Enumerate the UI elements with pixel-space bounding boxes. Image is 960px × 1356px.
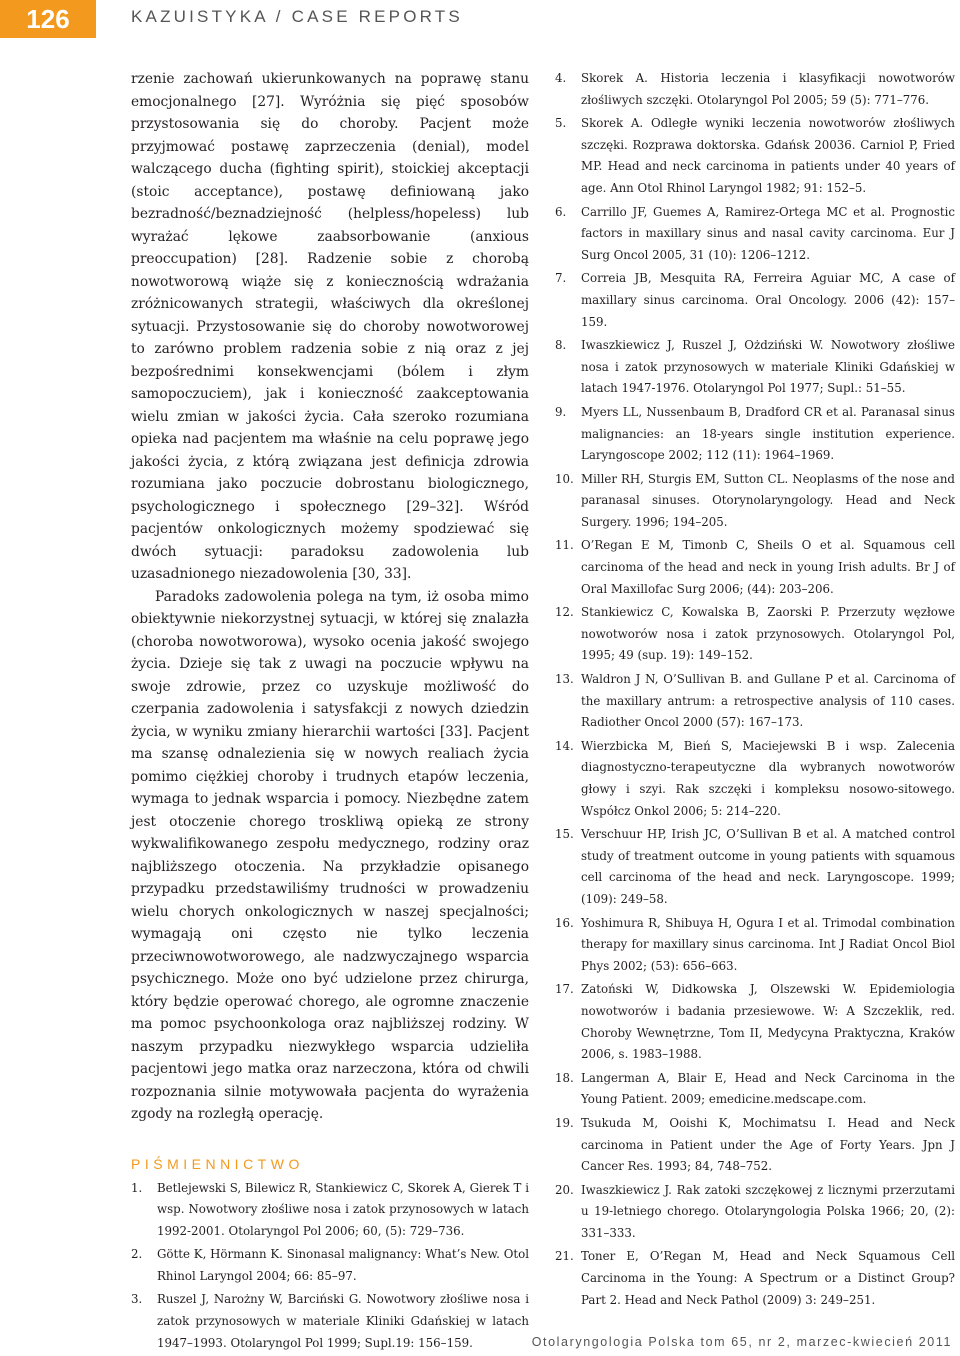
references-list-left [131, 1178, 529, 1355]
reference-text: Myers LL, Nussenbaum B, Dradford CR et al. Paranasal sinus malignancies: an 18-years single institution experience. Laryngoscope 2002; 112 (11): 1964–1969. [581, 404, 955, 463]
left-column [131, 68, 529, 1356]
reference-text: Tsukuda M, Ooishi K, Mochimatsu I. Head and Neck carcinoma in Patient under the Age of Forty Years. Jpn J Cancer Res. 1993; 84, 748–752. [581, 1115, 955, 1174]
reference-item [555, 535, 955, 600]
reference-number: 11. [555, 538, 574, 553]
page-number: 126 [0, 0, 96, 38]
reference-number: 6. [555, 204, 567, 219]
reference-item [131, 1289, 529, 1354]
reference-item [131, 1244, 529, 1287]
right-column [555, 68, 955, 1313]
reference-text: Verschuur HP, Irish JC, O’Sullivan B et al. A matched control study of treatment outcome in young patients with squamous cell carcinoma of the head and neck. Laryngoscope. 1999; (109): 249–58. [581, 827, 955, 906]
reference-text: Miller RH, Sturgis EM, Sutton CL. Neoplasms of the nose and paranasal sinuses. Otorynolaryngology. Head and Neck Surgery. 1996; 194–205. [581, 471, 955, 529]
reference-text: Götte K, Hörmann K. Sinonasal malignancy: What’s New. Otol Rhinol Laryngol 2004; 66: 85–97. [157, 1247, 529, 1283]
reference-text: Langerman A, Blair E, Head and Neck Carcinoma in the Young Patient. 2009; emedicine.medscape.com. [581, 1070, 955, 1107]
body-paragraph-1: rzenie zachowań ukierunkowanych na poprawę stanu emocjonalnego [27]. Wyróżnia się pięć sposobów przystosowania się do choroby. Pacjent może przyjmować postawę zaprzeczenia (denial), model walczącego ducha (fighting spirit), stoickiej akceptacji (stoic acceptance), postawę definiowaną jako bezradność/beznadziejność (helpless/hopeless) lub wyrażać lękowe zaabsorbowanie (anxious preoccupation) [28]. Radzenie sobie z chorobą nowotworową wiąże się z koniecznością wdrażania zróżnicowanych strategii, właściwych dla określonej sytuacji. Przystosowanie się do choroby nowotworowej to zarówno problem radzenia sobie z nią oraz z jej bezpośrednimi konsekwencjami (bólem i złym samopoczuciem), jak i konieczność zaakceptowania wielu zmian w jakości życia. Cała szeroko rozumiana opieka nad pacjentem ma właśnie na celu poprawę jego jakości życia, z którą związana jest definicja zdrowia rozumiana jako poczucie dobrostanu biologicznego, psychologicznego i społecznego [29–32]. Wśród pacjentów onkologicznych możemy spodziewać się dwóch sytuacji: paradoksu zadowolenia lub uzasadnionego niezadowolenia [30, 33]. [131, 71, 529, 582]
reference-item [555, 824, 955, 910]
reference-text: Betlejewski S, Bilewicz R, Stankiewicz C, Skorek A, Gierek T i wsp. Nowotwory złośliwe nosa i zatok przynosowych w latach 1992-2001. Otolaryngol Pol 2006; 60, (5): 729–736. [157, 1180, 529, 1238]
page-footer: Otolaryngologia Polska tom 65, nr 2, marzec-kwiecień 2011 [531, 1335, 952, 1349]
reference-number: 15. [555, 827, 574, 842]
reference-text: Carrillo JF, Guemes A, Ramirez-Ortega MC et al. Prognostic factors in maxillary sinus and nasal cavity carcinoma. Eur J Surg Oncol 2005, 31 (10): 1206–1212. [581, 204, 955, 262]
reference-number: 4. [555, 71, 567, 85]
reference-item [555, 1068, 955, 1111]
reference-text: Iwaszkiewicz J, Ruszel J, Ożdziński W. Nowotwory złośliwe nosa i zatok przynosowych w materiale Kliniki Gdańskiej w latach 1947-1976. Otolaryngol Pol 1977; Supl.: 51–55. [581, 338, 955, 396]
reference-number: 9. [555, 404, 567, 419]
reference-item [555, 113, 955, 199]
reference-item [555, 68, 955, 111]
reference-number: 2. [131, 1247, 143, 1262]
reference-item [555, 335, 955, 400]
reference-item [555, 669, 955, 734]
reference-text: Toner E, O’Regan M, Head and Neck Squamous Cell Carcinoma in the Young: A Spectrum or a Distinct Group? Part 2. Head and Neck Pathol (2009) 3: 249–251. [581, 1249, 955, 1307]
reference-item [555, 202, 955, 267]
reference-item [555, 268, 955, 333]
reference-text: Skorek A. Odległe wyniki leczenia nowotworów złośliwych szczęki. Rozprawa doktorska. Gdańsk 20036. Carniol P, Fried MP. Head and neck carcinoma in patients under 40 years of age. Ann Otol Rhinol Laryngol 1982; 91: 152–5. [581, 116, 955, 195]
reference-item [131, 1178, 529, 1243]
reference-item [555, 979, 955, 1065]
reference-number: 20. [555, 1182, 574, 1197]
reference-text: Skorek A. Historia leczenia i klasyfikacji nowotworów złośliwych szczęki. Otolaryngol Pol 2005; 59 (5): 771–776. [581, 71, 955, 107]
reference-item [555, 1113, 955, 1178]
reference-item [555, 402, 955, 467]
references-heading: PIŚMIENNICTWO [131, 1155, 304, 1172]
reference-number: 14. [555, 738, 574, 753]
reference-text: Yoshimura R, Shibuya H, Ogura I et al. Trimodal combination therapy for maxillary sinus carcinoma. Int J Radiat Oncol Biol Phys 2002; (53): 656–663. [581, 915, 955, 973]
reference-item [555, 469, 955, 534]
reference-text: Iwaszkiewicz J. Rak zatoki szczękowej z licznymi przerzutami u 19-letniego chorego. Otolaryngologia Polska 1966; 20, (2): 331–333. [581, 1182, 955, 1240]
running-head: KAZUISTYKA / CASE REPORTS [131, 7, 463, 26]
reference-number: 7. [555, 271, 567, 286]
reference-text: Correia JB, Mesquita RA, Ferreira Aguiar MC, A case of maxillary sinus carcinoma. Oral Oncology. 2006 (42): 157–159. [581, 271, 955, 329]
reference-number: 18. [555, 1070, 574, 1085]
reference-number: 19. [555, 1115, 574, 1130]
reference-text: Stankiewicz C, Kowalska B, Zaorski P. Przerzuty węzłowe nowotworów nosa i zatok przynosowych. Otolaryngol Pol, 1995; 49 (sup. 19): 149–152. [581, 605, 955, 663]
reference-number: 16. [555, 915, 574, 930]
reference-number: 21. [555, 1249, 574, 1264]
reference-text: Waldron J N, O’Sullivan B. and Gullane P et al. Carcinoma of the maxillary antrum: a retrospective analysis of 110 cases. Radiother Oncol 2000 (57): 167–173. [581, 672, 955, 730]
reference-item [555, 736, 955, 822]
references-list-right [555, 68, 955, 1311]
body-paragraph-2: Paradoks zadowolenia polega na tym, iż osoba mimo obiektywnie niekorzystnej sytuacji, w której się znalazła (choroba nowotworowa), wysoko ocenia jakość swojego życia. Dzieje się tak z uwagi na poczucie wpływu na swoje zdrowie, przez co uzyskuje możliwość do czerpania zadowolenia i satysfakcji z nowych dziedzin życia, w wyniku zmiany hierarchii wartości [33]. Pacjent ma szansę odnalezienia się w nowych realiach życia pomimo ciężkiej choroby i trudnych etapów leczenia, wymaga to jednak wsparcia i pomocy. Niezbędne zatem jest otoczenie chorego troskliwą opieką ze strony wykwalifikowanego zespołu medycznego, rodziny oraz najbliższego otoczenia. Na przykładzie opisanego przypadku przedstawiliśmy trudności w prowadzeniu wielu chorych onkologicznych w naszej specjalności; wymagają oni często nie tylko leczenia przeciwnowotworowego, ale nadzwyczajnego wsparcia psychicznego. Może ono być udzielone przez chirurga, który będzie operować chorego, ale ogromne znaczenie ma pomoc psychoonkologa oraz najbliższej rodziny. W naszym przypadku niezwykłego wsparcia udzieliła pacjentowi jego matka oraz narzeczona, która od chwili rozpoznania silnie motywowała pacjenta do wyrażenia zgody na rozległą operację. [131, 588, 529, 1122]
reference-text: Zatoński W, Didkowska J, Olszewski W. Epidemiologia nowotworów i badania przesiewowe. W: A Szczeklik, red. Choroby Wewnętrzne, Tom II, Medycyna Praktyczna, Kraków 2006, s. 1983–1988. [581, 982, 955, 1062]
reference-text: Ruszel J, Narożny W, Barciński G. Nowotwory złośliwe nosa i zatok przynosowych w materiale Kliniki Gdańskiej w latach 1947–1993. Otolaryngol Pol 1999; Supl.19: 156–159. [157, 1292, 529, 1350]
reference-text: Wierzbicka M, Bień S, Maciejewski B i wsp. Zalecenia diagnostyczno-terapeutyczne dla wybranych nowotworów głowy i szyi. Rak szczęki i kompleksu nosowo-sitowego. Współcz Onkol 2006; 5: 214–220. [581, 738, 955, 818]
reference-item [555, 1180, 955, 1245]
reference-number: 1. [131, 1180, 143, 1195]
reference-item [555, 913, 955, 978]
reference-number: 3. [131, 1292, 143, 1307]
reference-number: 17. [555, 982, 574, 997]
reference-number: 10. [555, 471, 574, 486]
reference-number: 13. [555, 672, 574, 687]
reference-item [555, 602, 955, 667]
reference-number: 12. [555, 605, 574, 620]
reference-item [555, 1246, 955, 1311]
reference-number: 5. [555, 116, 567, 131]
reference-text: O’Regan E M, Timonb C, Sheils O et al. Squamous cell carcinoma of the head and neck in young Irish adults. Br J of Oral Maxillofac Surg 2006; (44): 203–206. [581, 538, 955, 596]
page-header [0, 0, 960, 38]
reference-number: 8. [555, 338, 567, 353]
